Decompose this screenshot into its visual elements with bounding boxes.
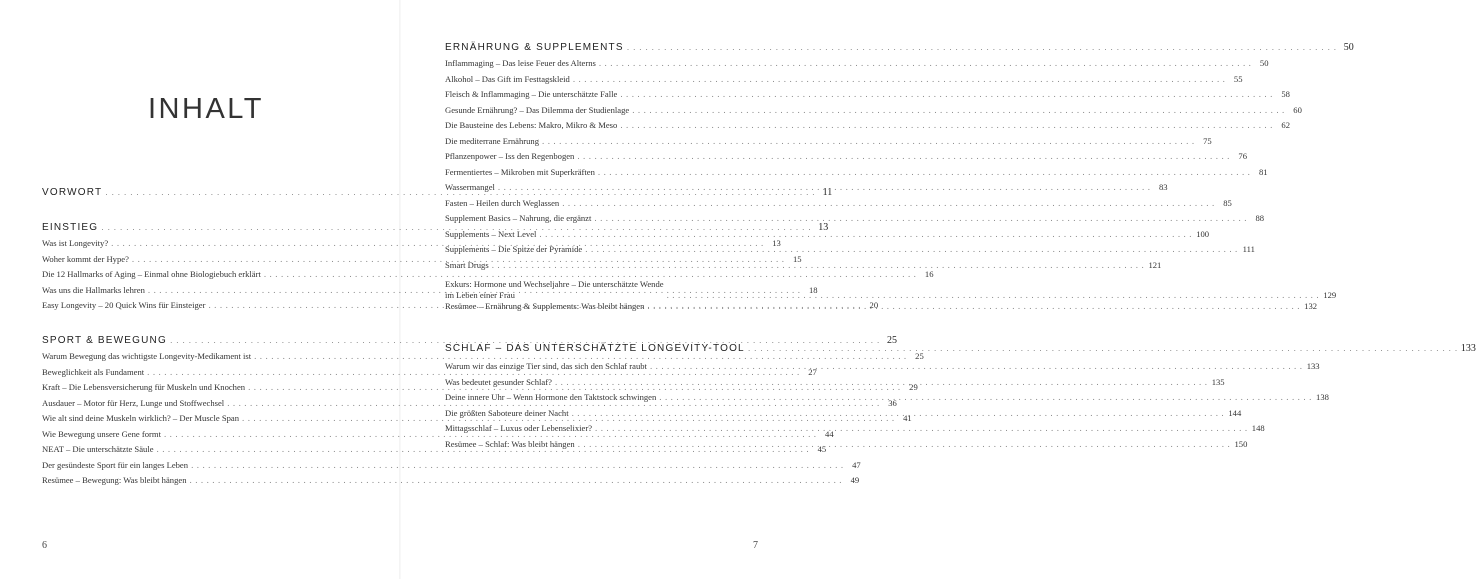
leader-dots [498,182,1151,192]
toc-heading-text: EINSTIEG [42,222,99,233]
toc-entry[interactable] [42,475,860,491]
toc-page-number: 60 [1293,104,1302,115]
leader-dots [748,343,1458,353]
toc-entry[interactable] [445,89,1290,105]
toc-entry-text: Easy Longevity – 20 Quick Wins für Einsteiger [42,300,206,310]
toc-entry-text: Supplement Basics – Nahrung, die ergänzt [445,213,592,223]
toc-page-number: 44 [825,428,834,439]
toc-page-number: 121 [1148,259,1162,270]
toc-page-number: 45 [817,444,827,454]
toc-page-number: 49 [850,475,860,485]
toc-entry-text: Inflammaging – Das leise Feuer des Alterns [445,58,596,68]
leader-dots [599,58,1252,68]
toc-entry-text: Alkohol – Das Gift im Festtagskleid [445,73,570,84]
toc-entry-text: Warum wir das einzige Tier sind, das sich den Schlaf raubt [445,361,647,371]
toc-page-number: 50 [1343,42,1354,53]
toc-entry-text: Die 12 Hallmarks of Aging – Einmal ohne Biologiebuch erklärt [42,269,261,279]
toc-page-number: 62 [1281,120,1290,130]
toc-page-number: 25 [915,351,924,361]
leader-dots [595,423,1248,433]
toc-entry-text [445,279,664,301]
leader-dots [632,105,1285,115]
toc-entry-text: Der gesündeste Sport für ein langes Leben [42,459,189,470]
toc-entry[interactable] [42,444,827,460]
toc-entry-text: Was uns die Hallmarks lehren [42,284,145,295]
leader-dots [542,136,1195,146]
toc-page-number: 88 [1255,213,1265,223]
toc-entry-text: Wie Bewegung unsere Gene formt [42,428,161,439]
toc-page-number: 15 [792,253,802,264]
toc-page-number: 100 [1196,228,1210,239]
toc-page-number: 138 [1316,392,1329,402]
toc-page-number: 81 [1258,166,1268,177]
toc-entry-text: Kraft – Die Lebensversicherung für Muskeln und Knochen [42,382,246,392]
toc-page-number: 25 [886,335,897,346]
leader-dots [562,198,1215,208]
toc-page-number: 111 [1242,244,1255,254]
toc-entry[interactable] [445,151,1248,167]
toc-entry-text: Pflanzenpower – Iss den Regenbogen [445,151,575,161]
toc-entry[interactable] [445,135,1212,152]
toc-entry-text: Was ist Longevity? [42,238,109,248]
toc-entry-text: Was bedeutet gesunder Schlaf? [445,376,552,387]
toc-entry-text: Fleisch & Inflammaging – Die unterschätzte Falle [445,89,618,99]
toc-page-number: 11 [822,187,833,198]
toc-entry-text: Warum Bewegung das wichtigste Longevity-Medikament ist [42,351,252,361]
toc-entry[interactable] [42,459,861,476]
toc-entry-text: Smart Drugs [445,259,489,270]
toc-heading-text: SCHLAF – DAS UNTERSCHÄTZTE LONGEVITY-TOOL [445,343,745,354]
toc-page-number: 13 [818,222,829,233]
leader-dots [650,361,1303,371]
leader-dots [573,74,1226,84]
page-title: INHALT [148,93,264,125]
toc-entry[interactable] [445,58,1269,74]
toc-entry-text: Ausdauer – Motor für Herz, Lunge und Stoffwechsel [42,397,225,408]
leader-dots [598,167,1251,177]
toc-page-number: 27 [808,366,817,377]
leader-dots [594,213,1247,223]
toc-entry-text: Resümee – Bewegung: Was bleibt hängen [42,475,187,485]
toc-entry-text: Wassermangel [445,182,495,192]
toc-entry-text: Fermentiertes – Mikroben mit Superkräften [445,166,595,177]
leader-dots [647,301,1300,311]
toc-entry-text: Die größten Saboteure deiner Nacht [445,407,569,418]
page-number-left: 6 [42,540,47,551]
toc-entry-text: Resümee – Ernährung & Supplements: Was bleibt hängen [445,301,645,311]
leader-dots [492,260,1145,270]
toc-page-number: 148 [1251,423,1265,433]
toc-page-number: 29 [909,382,918,392]
toc-page-number: 58 [1281,89,1290,99]
leader-dots [585,244,1238,254]
toc-page-number: 55 [1233,73,1243,84]
toc-entry[interactable] [445,120,1290,136]
leader-dots [577,151,1230,161]
toc-page-number: 129 [1323,290,1337,300]
leader-dots [555,377,1208,387]
toc-entry-text: Resümee – Schlaf: Was bleibt hängen [445,438,575,449]
toc-heading-text: SPORT & BEWEGUNG [42,335,167,346]
leader-dots [620,120,1273,130]
toc-page-number: 41 [903,413,912,423]
toc-page-number: 20 [869,300,879,310]
toc-entry[interactable] [445,104,1302,121]
toc-page-number: 50 [1259,58,1269,68]
toc-heading[interactable] [445,42,1354,58]
toc-page-number: 76 [1238,151,1248,161]
toc-page-number: 132 [1304,301,1318,311]
toc-page-number: 133 [1306,361,1320,371]
toc-page-number: 133 [1460,343,1476,354]
toc-entry-text: Wie alt sind deine Muskeln wirklich? – Der Muscle Span [42,413,240,423]
toc-entry-text: Die Bausteine des Lebens: Makro, Mikro & Meso [445,120,618,130]
toc-page-number: 18 [808,284,818,295]
toc-heading-text: ERNÄHRUNG & SUPPLEMENTS [445,42,624,53]
toc-entry-line: im Leben einer Frau [445,290,515,300]
toc-page-number: 150 [1234,438,1248,449]
toc-entry-text: Woher kommt der Hype? [42,253,129,264]
toc-page-number: 135 [1211,376,1225,387]
toc-entry-text: Mittagsschlaf – Luxus oder Lebenselixier? [445,423,593,433]
page-number-right: 7 [753,540,758,551]
toc-entry-text: Beweglichkeit als Fundament [42,366,145,377]
toc-entry[interactable] [445,197,1232,214]
toc-page-number: 13 [772,238,781,248]
leader-dots [539,229,1192,239]
toc-entry-text: Gesunde Ernährung? – Das Dilemma der Studienlage [445,104,630,115]
toc-entry[interactable] [445,166,1268,183]
leader-dots [572,408,1225,418]
toc-entry-tail [664,290,1337,301]
toc-page-number: 47 [852,459,861,470]
toc-entry-text: Supplements – Die Spitze der Pyramide [445,244,583,254]
toc-entry-text: Supplements – Next Level [445,228,537,239]
toc-page-number: 83 [1158,182,1168,192]
toc-heading-text: VORWORT [42,187,103,198]
toc-entry-text: Die mediterrane Ernährung [445,135,540,146]
toc-entry-text: Deine innere Uhr – Wenn Hormone den Taktstock schwingen [445,392,657,402]
toc-page-number: 85 [1223,197,1232,208]
leader-dots [578,439,1231,449]
leader-dots [667,290,1320,301]
leader-dots [627,42,1337,52]
toc-page-number: 144 [1228,407,1242,418]
toc-page-number: 75 [1203,135,1212,146]
toc-page-number: 16 [924,269,934,279]
toc-entry-text: NEAT – Die unterschätzte Säule [42,444,154,454]
toc-entry-text: Fasten – Heilen durch Weglassen [445,197,560,208]
toc-entry[interactable] [445,73,1243,90]
leader-dots [659,392,1312,402]
toc-entry-line: Exkurs: Hormone und Wechseljahre – Die unterschätzte Wende [445,279,664,289]
leader-dots [620,89,1273,99]
toc-page-number: 36 [888,397,897,408]
